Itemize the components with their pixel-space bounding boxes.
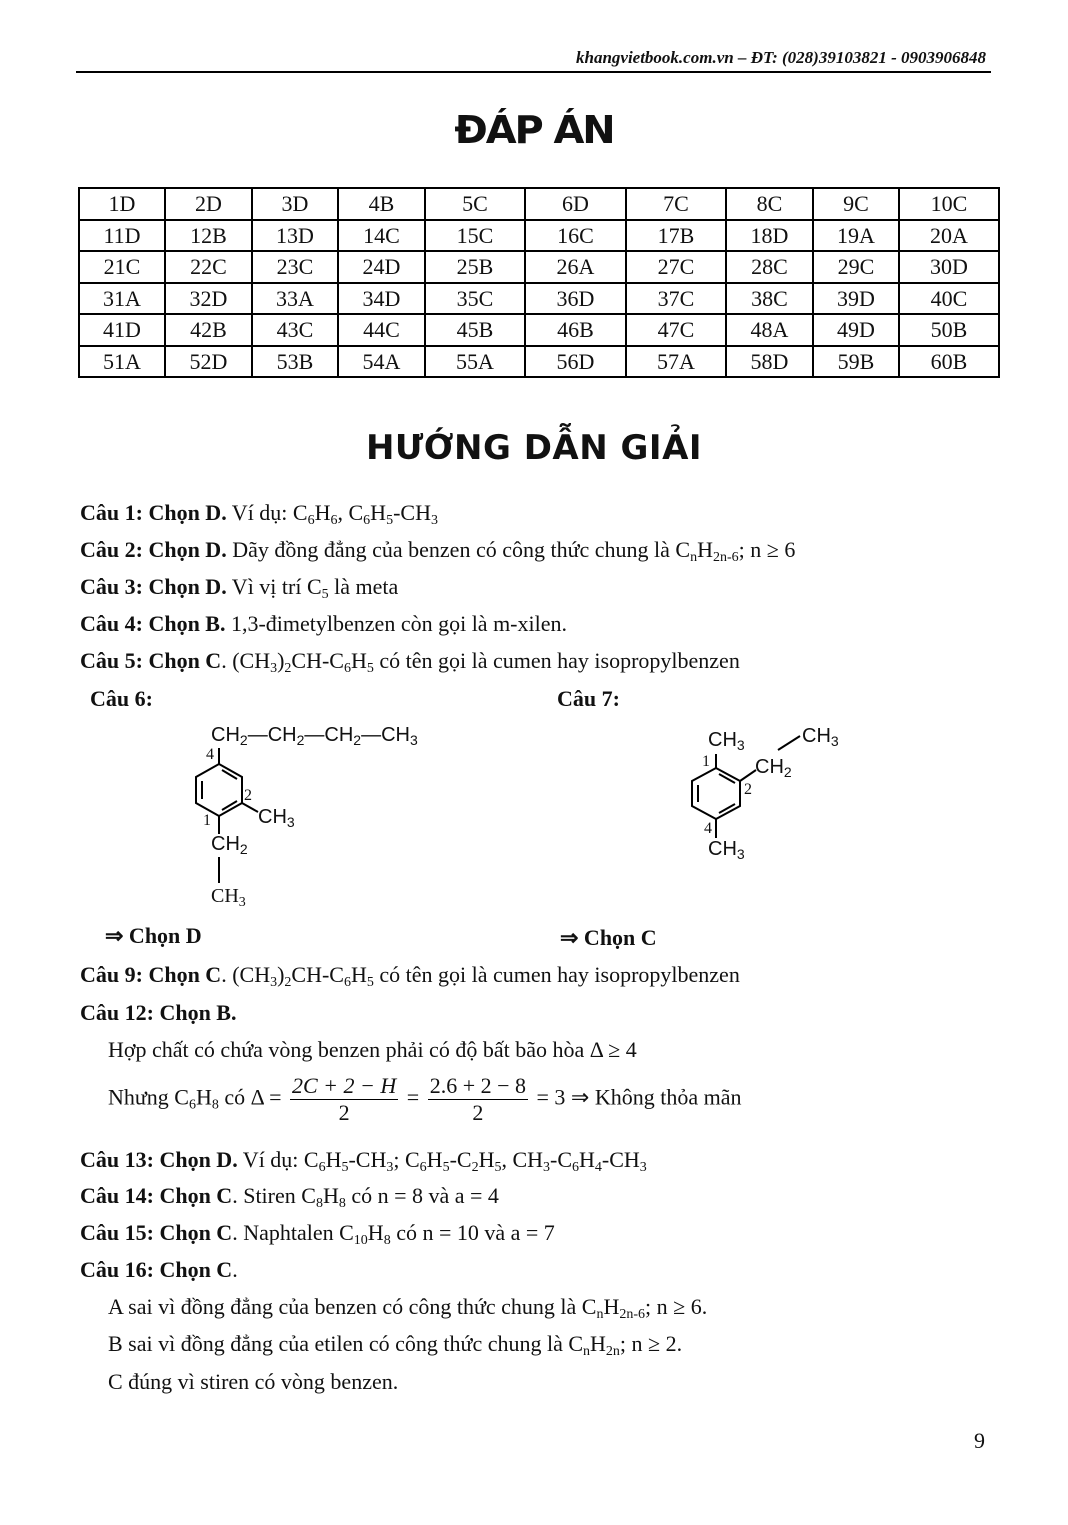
answer-cell: 24D <box>338 251 425 283</box>
answer-cell: 9C <box>813 188 899 220</box>
solution-line: Câu 3: Chọn D. Vì vị trí $C_5$ là meta <box>80 574 399 602</box>
q7-ch2: $CH_2$ <box>755 756 792 780</box>
q6-pos-2: 2 <box>244 787 252 804</box>
q6-chain: $CH_2—CH_2—CH_2—CH_3$ <box>211 724 418 748</box>
answer-cell: 48A <box>726 314 813 346</box>
answer-cell: 30D <box>899 251 999 283</box>
q6-ch3-end: $CH_3$ <box>211 885 246 910</box>
solution-line: Câu 4: Chọn B. 1,3-đimetylbenzen còn gọi là m-xilen. <box>80 611 567 636</box>
answer-cell: 31A <box>79 283 165 315</box>
solution-line: Câu 13: Chọn D. Ví dụ: $C_6H_5-CH_3$; $C_6H_5-C_2H_5$, $CH_3-C_6H_4-CH_3$ <box>80 1147 647 1175</box>
q7-label: Câu 7: <box>557 686 620 711</box>
answer-cell: 59B <box>813 346 899 378</box>
fraction-formula: $\frac{2C + 2 - H}{2}$ <box>292 1073 397 1125</box>
q7-pos-1: 1 <box>702 753 710 770</box>
answer-cell: 21C <box>79 251 165 283</box>
q6-pos-4: 4 <box>206 746 214 763</box>
q6-pos-1: 1 <box>203 812 211 829</box>
answer-cell: 17B <box>626 220 726 252</box>
answer-cell: 6D <box>525 188 626 220</box>
answer-cell: 53B <box>252 346 338 378</box>
solution-line: Câu 12: Chọn B. <box>80 1000 237 1025</box>
q6-result: ⇒ Chọn D <box>105 923 202 948</box>
answer-cell: 60B <box>899 346 999 378</box>
answer-cell: 1D <box>79 188 165 220</box>
solution-line: Câu 16: Chọn C. <box>80 1257 238 1282</box>
q7-pos-2: 2 <box>744 781 752 798</box>
answer-cell: 8C <box>726 188 813 220</box>
answer-cell: 18D <box>726 220 813 252</box>
solution-line: Câu 9: Chọn C. $(CH_3)_2CH-C_6H_5$ có tên gọi là cumen hay isopropylbenzen <box>80 962 740 990</box>
q7-result: ⇒ Chọn C <box>560 925 657 950</box>
answer-cell: 2D <box>165 188 252 220</box>
answer-cell: 23C <box>252 251 338 283</box>
answer-cell: 54A <box>338 346 425 378</box>
answer-cell: 43C <box>252 314 338 346</box>
answer-cell: 52D <box>165 346 252 378</box>
answer-cell: 11D <box>79 220 165 252</box>
answer-cell: 42B <box>165 314 252 346</box>
answer-cell: 45B <box>425 314 525 346</box>
answer-cell: 33A <box>252 283 338 315</box>
page-header: khangvietbook.com.vn – ĐT: (028)39103821 - 0903906848 <box>575 48 986 67</box>
answer-cell: 34D <box>338 283 425 315</box>
answer-cell: 3D <box>252 188 338 220</box>
q6-methyl: $CH_3$ <box>258 806 295 830</box>
q7-pos-4: 4 <box>704 820 712 837</box>
answer-cell: 14C <box>338 220 425 252</box>
answer-cell: 4B <box>338 188 425 220</box>
solution-line: C đúng vì stiren có vòng benzen. <box>108 1369 399 1394</box>
solution-line: Câu 5: Chọn C. $(CH_3)_2CH-C_6H_5$ có tên gọi là cumen hay isopropylbenzen <box>80 648 740 676</box>
solution-line: Câu 14: Chọn C. Stiren $C_8H_8$ có n = 8 và a = 4 <box>80 1183 499 1211</box>
answer-cell: 41D <box>79 314 165 346</box>
answer-cell: 47C <box>626 314 726 346</box>
answer-cell: 58D <box>726 346 813 378</box>
answer-cell: 22C <box>165 251 252 283</box>
answer-cell: 12B <box>165 220 252 252</box>
answer-cell: 7C <box>626 188 726 220</box>
solution-line: B sai vì đồng đẳng của etilen có công thức chung là $C_nH_{2n}$; n ≥ 2. <box>108 1331 683 1359</box>
answer-cell: 51A <box>79 346 165 378</box>
fraction-line: Nhưng $C_6H_8$ có Δ = $\frac{2C + 2 - H}{2}$ = $\frac{2.6 + 2 - 8}{2}$ = 3 ⇒ Không thỏa mãn <box>108 1073 742 1125</box>
answer-cell: 56D <box>525 346 626 378</box>
q7-ch3-top: $CH_3$ <box>708 729 745 753</box>
answer-cell: 10C <box>899 188 999 220</box>
answer-cell: 37C <box>626 283 726 315</box>
answer-cell: 35C <box>425 283 525 315</box>
answer-cell: 44C <box>338 314 425 346</box>
solution-line: Câu 1: Chọn D. Ví dụ: $C_6H_6$, $C_6H_5-CH_3$ <box>80 500 438 528</box>
answer-cell: 39D <box>813 283 899 315</box>
answer-key-title: ĐÁP ÁN <box>454 108 614 152</box>
answer-cell: 28C <box>726 251 813 283</box>
answer-cell: 36D <box>525 283 626 315</box>
answer-cell: 5C <box>425 188 525 220</box>
q6-ch2: $CH_2$ <box>211 833 248 857</box>
answer-cell: 19A <box>813 220 899 252</box>
answer-cell: 20A <box>899 220 999 252</box>
q7-ch3-bottom: $CH_3$ <box>708 838 745 862</box>
answer-cell: 29C <box>813 251 899 283</box>
answer-cell: 46B <box>525 314 626 346</box>
answer-cell: 16C <box>525 220 626 252</box>
answer-cell: 26A <box>525 251 626 283</box>
solutions-heading: HƯỚNG DẪN GIẢI <box>365 428 703 468</box>
answer-cell: 49D <box>813 314 899 346</box>
page-number: 9 <box>974 1428 985 1453</box>
answer-cell: 38C <box>726 283 813 315</box>
fraction-values: $\frac{2.6 + 2 - 8}{2}$ <box>429 1073 527 1125</box>
answer-cell: 55A <box>425 346 525 378</box>
solution-line: Câu 2: Chọn D. Dãy đồng đẳng của benzen có công thức chung là $C_nH_{2n-6}$; n ≥ 6 <box>80 537 796 565</box>
answer-cell: 27C <box>626 251 726 283</box>
q6-label: Câu 6: <box>90 686 153 711</box>
answer-cell: 57A <box>626 346 726 378</box>
answer-cell: 13D <box>252 220 338 252</box>
solution-line: A sai vì đồng đẳng của benzen có công thức chung là $C_nH_{2n-6}$; n ≥ 6. <box>108 1294 708 1322</box>
q7-ch3-right: $CH_3$ <box>802 725 839 749</box>
answer-cell: 40C <box>899 283 999 315</box>
solution-line: Hợp chất có chứa vòng benzen phải có độ bất bão hòa Δ ≥ 4 <box>108 1037 637 1062</box>
solution-line: Câu 15: Chọn C. Naphtalen $C_{10}H_8$ có n = 10 và a = 7 <box>80 1220 555 1248</box>
q7-benzene-ring <box>692 768 740 819</box>
answer-cell: 15C <box>425 220 525 252</box>
answer-cell: 50B <box>899 314 999 346</box>
answer-cell: 25B <box>425 251 525 283</box>
answer-cell: 32D <box>165 283 252 315</box>
